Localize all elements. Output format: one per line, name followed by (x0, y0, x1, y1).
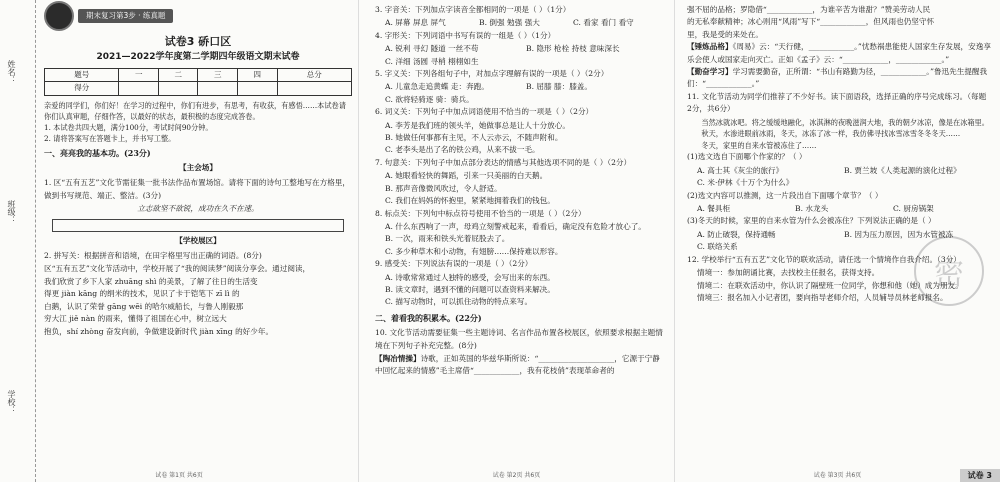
instruction-note: 亲爱的同学们，你们好！在学习的过程中，你们有进步，有思考，有收获，有感悟……本试卷请你们认真审题，仔细作答，以最好的状态，最积极的态度完成答卷。 (44, 100, 346, 121)
tag-text: 学习需要勤奋，正所谓：“书山有路勤为径，____________。”鲁迅先生提醒我们：“____________。” (687, 67, 988, 89)
score-header-cell: 总分 (277, 68, 351, 81)
option[interactable]: B. 水龙头 (795, 204, 829, 214)
option[interactable]: A. 高士其《灰尘的旅行》 (697, 165, 784, 175)
writing-box[interactable] (52, 219, 344, 232)
binding-margin (0, 0, 36, 482)
score-cell[interactable] (277, 82, 351, 95)
question-5: 5. 字义关：下列各组句子中，对加点字理解有误的一项是（ ）（2分） (375, 69, 609, 79)
option[interactable]: C. 欲将轻骑逐 骑：骑兵。 (385, 94, 474, 104)
exam-page-1 (0, 0, 358, 482)
option[interactable]: C. 米·伊林《十万个为什么》 (697, 178, 794, 188)
option[interactable]: C. 描写动物时，可以抓住动物的特点来写。 (385, 297, 533, 307)
option[interactable]: B. 读文章时，遇到不懂的问题可以查资料来解决。 (385, 284, 555, 294)
option[interactable]: A. 防止破裂，保持通畅 (697, 229, 776, 239)
scenario-item: 情境一：参加朗诵比赛，去找校主任报名，获得支持。 (697, 268, 880, 278)
continued-line: 的无私奉献精神；冰心则用“风雨”写下“____________，但风雨也仍坚守怀 (687, 17, 935, 27)
score-cell[interactable] (198, 82, 238, 95)
question-11-1: (1)选文选自下面哪个作家的？（ ） (687, 152, 807, 162)
option[interactable]: A. 诗歌常常通过人独特的感受，会写出来的东西。 (385, 272, 555, 282)
option[interactable]: B. 倒强 勉强 强大 (479, 18, 540, 28)
tag-label: 【勤奋学习】 (687, 67, 733, 77)
score-header-cell: 题号 (45, 68, 119, 81)
poem-line: 立志欲坚不欲锐，成功在久不在速。 (137, 204, 259, 214)
scenario-item: 情境三：报名加入小记者团，要向指导老师介绍，人员辅导员林老师报名。 (697, 292, 948, 302)
option[interactable]: C. 我们在妈妈的怀抱里，紧紧地拥着我们的钱包。 (385, 196, 555, 206)
class-label: 班级： (7, 200, 16, 224)
continued-line: 强不屈的品格；罗隐借“____________，为谁辛苦为谁甜？”赞美劳动人民 (687, 5, 931, 14)
q2-text-line: 白鹅，认识了荣誉 gāng wēi 的哈尔威船长，与鲁人刚毅那 (44, 301, 244, 311)
q2-text-line: 穷大江 jiě nàn 的雨来，懂得了祖国在心中，树立远大 (44, 314, 227, 324)
score-cell[interactable] (158, 82, 198, 95)
option[interactable]: A. 什么东西响了一声，母鸡立刻警戒起来，看看后，确定没有危险才放心了。 (385, 221, 646, 231)
venue-title: 【学校展区】 (175, 235, 221, 245)
option[interactable]: C. 洋细 汤圆 寻梢 栩栩如生 (385, 56, 479, 66)
page-footer: 试卷 第1页 共6页 (155, 472, 203, 479)
question-7: 7. 句意关：下列句子中加点部分表达的情感与其他选项不同的是（ ）（2分） (375, 157, 632, 167)
page-1-content (44, 4, 352, 338)
exam-number-badge: 试卷 3 (960, 469, 1000, 482)
q10-text: 诗歌，正如英国的华兹华斯所说：“____________________，它源于宁静中回忆起来的情感”毛主席借“____________，我有花枝俏”表现革命者的 (375, 353, 660, 376)
question-4: 4. 字形关：下列词语中书写有误的一组是（ ）（1分） (375, 30, 556, 40)
options-row (375, 94, 667, 106)
score-row-label: 得分 (45, 82, 119, 95)
option[interactable]: A. 儿童急走追黄蝶 走：奔跑。 (385, 82, 489, 92)
option[interactable]: B. 一次，雨来和铁头光着屁股去了。 (385, 234, 510, 244)
option[interactable]: B. 她做任何事都有主见，不人云亦云，不随声附和。 (385, 133, 563, 143)
name-label: 姓名： (7, 60, 16, 84)
options-row (687, 229, 991, 241)
option[interactable]: C. 联络关系 (697, 242, 738, 252)
section-heading: 二、着看我的积累本。(22分) (375, 312, 482, 323)
option[interactable]: B. 贾兰坡《人类起源的演化过程》 (844, 165, 961, 175)
instruction-note: 1. 本试卷共四大题，满分100分，考试时间90分钟。 (44, 122, 213, 132)
watermark-seal: 密 (914, 236, 984, 306)
option[interactable]: C. 多少种草木和小动物，有翅膀……保持难以形容。 (385, 246, 563, 256)
brand-logo (44, 1, 74, 31)
q2-text-line: 我们欣赏了乡下人家 zhuāng shì 的美景，了解了往日的生活变 (44, 276, 258, 286)
option[interactable]: C. 厨房锅架 (893, 204, 934, 214)
score-header-cell: 二 (158, 68, 198, 81)
q2-text-line: 得更 jiàn kāng 的绢米的技术，见识了卡于铠笔下 zī lì 的 (44, 289, 240, 299)
options-row (375, 81, 667, 93)
question-1: 1. 区“五有五艺”文化节需征集一批书法作品布置场馆。请将下面的诗句工整地写在方格里，做到书写规范、端正、整洁。(3分) (44, 178, 350, 200)
options-row (687, 203, 991, 215)
page-footer: 试卷 第3页 共6页 (813, 472, 862, 479)
exam-subtitle: 2021—2022学年度第二学期四年级语文期末试卷 (96, 52, 300, 63)
question-10: 10. 文化节活动需要征集一些主题诗词、名言作品布置各校展区，依照要求根据主题情境在下列句子补充完整。(8分) (375, 328, 663, 350)
exam-page-3 (674, 0, 1000, 482)
question-3: 3. 字音关：下列加点字读音全都相同的一项是（ ）（1分） (375, 5, 571, 14)
venue-title: 【主会场】 (179, 163, 217, 173)
options-row (375, 43, 667, 55)
page-footer: 试卷 第2页 共6页 (492, 472, 541, 479)
option[interactable]: B. 因为压力原因，因为水管被冻 (844, 229, 954, 239)
header-strip (44, 4, 352, 28)
option[interactable]: A. 李芳是我们班的领头羊，她做事总是让人十分放心。 (385, 120, 570, 130)
header-banner: 期末复习第3步 · 练真题 (78, 9, 173, 23)
question-11-3: (3)冬天的时候，家里的自来水管为什么会被冻住？下列说法正确的是（ ） (687, 216, 936, 226)
question-11: 11. 文化节活动为同学们推荐了不少好书。读下面语段，选择正确的序号完成练习。（每题2分，共6分） (687, 91, 987, 114)
options-row (687, 177, 991, 189)
tag-text: 《周易》云：“天行健，____________。”忧愁祸患能使人国家生存发展，安逸享乐会使人或国家走向灭亡。正如《孟子》云：“____________，____________。” (687, 42, 991, 64)
question-2: 2. 拼写关：根据拼音和语境，在田字格里写出正确的词语。(8分) (44, 251, 262, 261)
exam-title: 试卷3 硚口区 (164, 35, 232, 48)
scenario-item: 情境二：在联欢活动中，你认识了隔壁班一位同学，你想和他（她）成为朋友。 (697, 280, 963, 290)
question-11-2: (2)选文内容可以推测，这一片段出自下面哪个章节？（ ） (687, 190, 883, 200)
instruction-note: 2. 请将答案写在答题卡上，并书写工整。 (44, 133, 176, 143)
option[interactable]: C. 看家 看门 看守 (573, 18, 634, 28)
option[interactable]: A. 屏幕 屏息 屏气 (385, 18, 446, 28)
section-heading: 一、亮亮我的基本功。(23分) (44, 147, 151, 158)
score-header-cell: 一 (119, 68, 159, 81)
tag-label: 【锤炼品格】 (687, 42, 733, 52)
options-row (687, 241, 991, 253)
page-2-content (375, 4, 667, 378)
q2-text-line: 区“五有五艺”文化节活动中，学校开展了“我的阅读梦”阅读分享会。通过阅读， (44, 264, 311, 274)
score-table (44, 68, 352, 96)
score-cell[interactable] (238, 82, 278, 95)
score-header-cell: 四 (238, 68, 278, 81)
school-label: 学校： (7, 390, 16, 414)
exam-page-2 (358, 0, 674, 482)
score-cell[interactable] (119, 82, 159, 95)
question-9: 9. 感受关：下列说法有误的一项是（ ）（2分） (375, 259, 533, 269)
option[interactable]: A. 她眼看轻快的舞蹈，引来一只美丽的白天鹅。 (385, 171, 548, 181)
option[interactable]: B. 隐形 枪栓 持枝 意味深长 (526, 44, 620, 54)
option[interactable]: C. 老李头是出了名的铁公鸡，从来不拔一毛。 (385, 145, 540, 155)
question-12: 12. 学校举行“五有五艺”文化节的联欢活动，请任选一个情境作自我介绍。（3分） (687, 254, 961, 264)
reading-passage: 当然冰就冰吧。将之缓缓地融化，冰淇淋的夜晚滋润大地，我的朝夕冰凉，像是在冰箱里。 (701, 117, 989, 127)
continued-line: 里，我是受的来处在。 (687, 29, 763, 39)
question-8: 8. 标点关：下列句中标点符号使用不恰当的一项是（ ）（2分） (375, 208, 586, 218)
score-header-cell: 三 (198, 68, 238, 81)
question-6: 6. 词义关：下列句子中加点词语使用不恰当的一项是（ ）（2分） (375, 107, 594, 117)
option[interactable]: B. 那声音像微风吹过，令人舒适。 (385, 183, 502, 193)
option[interactable]: B. 屈膝 膝：膝盖。 (526, 82, 592, 92)
option[interactable]: A. 餐具柜 (697, 204, 731, 214)
reading-passage: 秋天，水渗进眼前冰雨，冬天，冰冻了冰一样，我仿佛寻找冰雪冰雪冬冬冬天…… (701, 129, 961, 139)
tag-label: 【陶冶情操】 (375, 353, 421, 363)
reading-passage: 冬天，家里的自来水管被冻住了…… (701, 140, 817, 150)
options-row (375, 17, 667, 29)
page-3-content (687, 4, 991, 304)
option[interactable]: A. 锐利 寻幻 隧道 一丝不苟 (385, 44, 479, 54)
options-row (375, 56, 667, 68)
options-row (687, 165, 991, 177)
q2-text-line: 抱负，shí zhòng 奋发向前，争做建设新时代 jiàn xīng 的好少年。 (44, 326, 274, 336)
